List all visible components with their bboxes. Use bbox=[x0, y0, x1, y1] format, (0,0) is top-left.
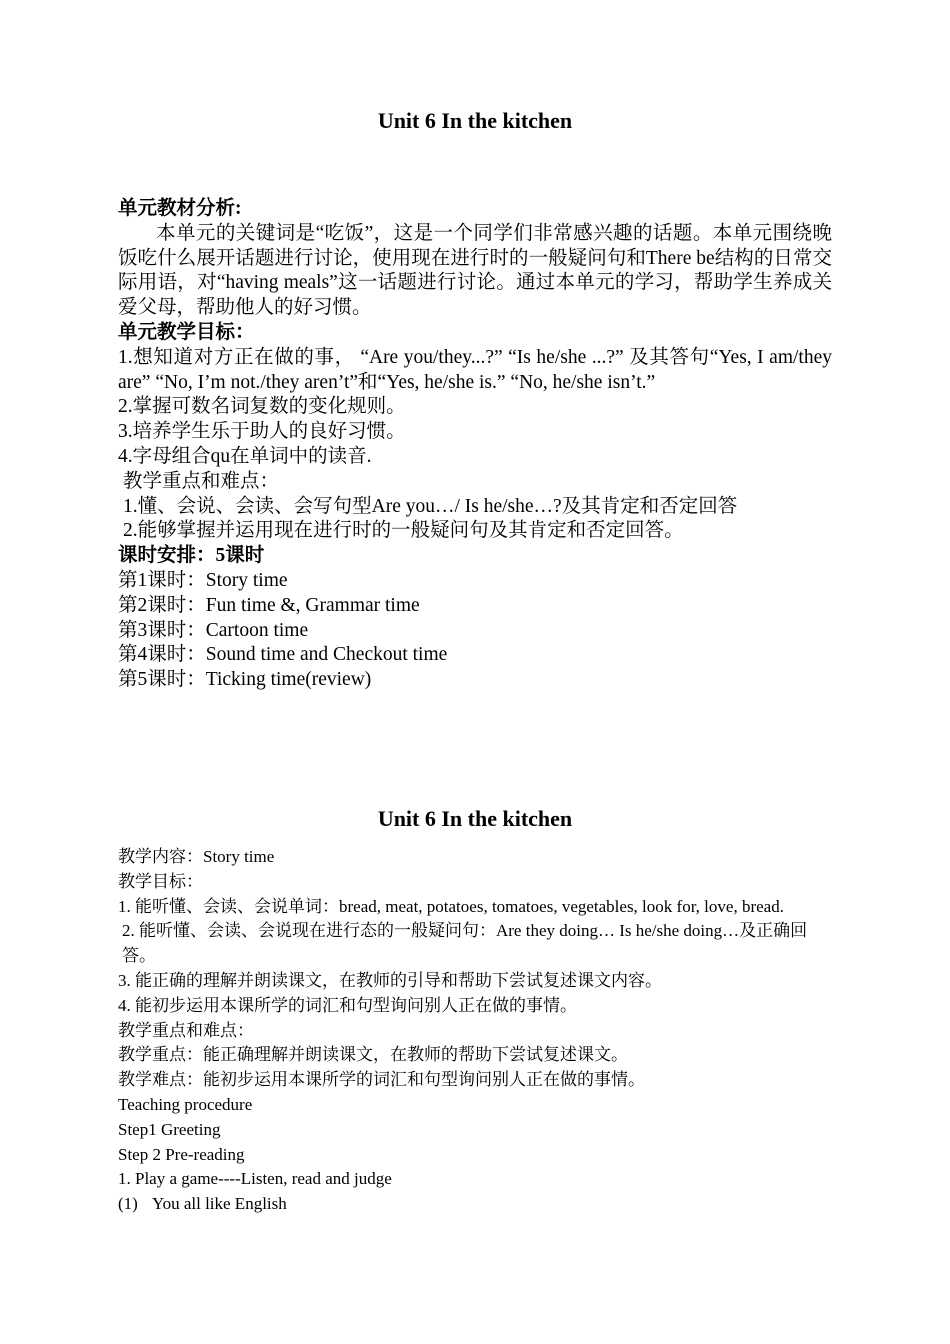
schedule-item-1: 第1课时：Story time bbox=[118, 569, 288, 591]
lesson-objectives-heading: 教学目标： bbox=[118, 871, 203, 891]
schedule-item-3: 第3课时：Cartoon time bbox=[118, 619, 309, 641]
lesson-key-point: 教学重点：能正确理解并朗读课文，在教师的帮助下尝试复述课文。 bbox=[118, 1045, 628, 1065]
objectives-heading: 单元教学目标： bbox=[118, 321, 255, 343]
key-points-heading: 教学重点和难点： bbox=[123, 470, 280, 492]
lesson-plan bbox=[118, 845, 832, 1217]
key-point-item-1: 1.懂、会说、会读、会写句型Are you…/ Is he/she…?及其肯定和否定回答 bbox=[123, 495, 738, 517]
analysis-heading: 单元教材分析: bbox=[118, 198, 242, 219]
lesson-points-heading: 教学重点和难点： bbox=[118, 1020, 254, 1040]
objective-item-3: 3.培养学生乐于助人的良好习惯。 bbox=[118, 421, 406, 443]
step-1: Step1 Greeting bbox=[118, 1119, 221, 1139]
key-point-item-2: 2.能够掌握并运用现在进行时的一般疑问句及其肯定和否定回答。 bbox=[123, 520, 684, 542]
lesson-objective-3: 3. 能正确的理解并朗读课文，在教师的引导和帮助下尝试复述课文内容。 bbox=[118, 970, 662, 990]
schedule-item-5: 第5课时：Ticking time(review) bbox=[118, 669, 372, 691]
judge-item-1 bbox=[118, 1192, 832, 1217]
analysis-body: 本单元的关键词是“吃饭”，这是一个同学们非常感兴趣的话题。本单元围绕晚饭吃什么展开话题进行讨论，使用现在进行时的一般疑问句和There be结构的日常交际用语，对“having meals”这一话题进行讨论。通过本单元的学习，帮助学生养成关爱父母，帮助他人的好习惯。 bbox=[118, 222, 832, 319]
schedule-heading: 课时安排：5课时 bbox=[118, 545, 265, 567]
lesson-objective-2: 2. 能听懂、会读、会说现在进行态的一般疑问句：Are they doing… Is he/she doing…及正确回答。 bbox=[122, 921, 808, 966]
schedule-item-4: 第4课时：Sound time and Checkout time bbox=[118, 644, 448, 666]
lesson-content: 教学内容：Story time bbox=[118, 847, 275, 866]
objective-item-4: 4.字母组合qu在单词中的读音. bbox=[118, 445, 372, 467]
unit-title: Unit 6 In the kitchen bbox=[377, 108, 573, 133]
objective-item-1: 1.想知道对方正在做的事， “Are you/they...?” “Is he/she ...?” 及其答句“Yes, I am/they are” “No, I’m not./they aren’t”和“Yes, he/she is.” “No, he/she isn’t.” bbox=[118, 346, 832, 393]
judge-item-text: You all like English bbox=[152, 1194, 287, 1214]
lesson-difficult-point: 教学难点：能初步运用本课所学的词汇和句型询问别人正在做的事情。 bbox=[118, 1070, 645, 1090]
step-2: Step 2 Pre-reading bbox=[118, 1144, 245, 1164]
objective-item-2: 2.掌握可数名词复数的变化规则。 bbox=[118, 396, 406, 418]
lesson-objective-1: 1. 能听懂、会读、会说单词：bread, meat, potatoes, tomatoes, vegetables, look for, love, bread. bbox=[118, 896, 784, 916]
schedule-item-2: 第2课时：Fun time &, Grammar time bbox=[118, 594, 420, 616]
lesson-title: Unit 6 In the kitchen bbox=[377, 806, 573, 831]
teaching-procedure: Teaching procedure bbox=[118, 1094, 253, 1114]
unit-overview bbox=[118, 197, 832, 693]
lesson-objective-4: 4. 能初步运用本课所学的词汇和句型询问别人正在做的事情。 bbox=[118, 995, 577, 1015]
game-item: 1. Play a game----Listen, read and judge bbox=[118, 1169, 392, 1189]
judge-item-number: (1) bbox=[118, 1194, 138, 1214]
